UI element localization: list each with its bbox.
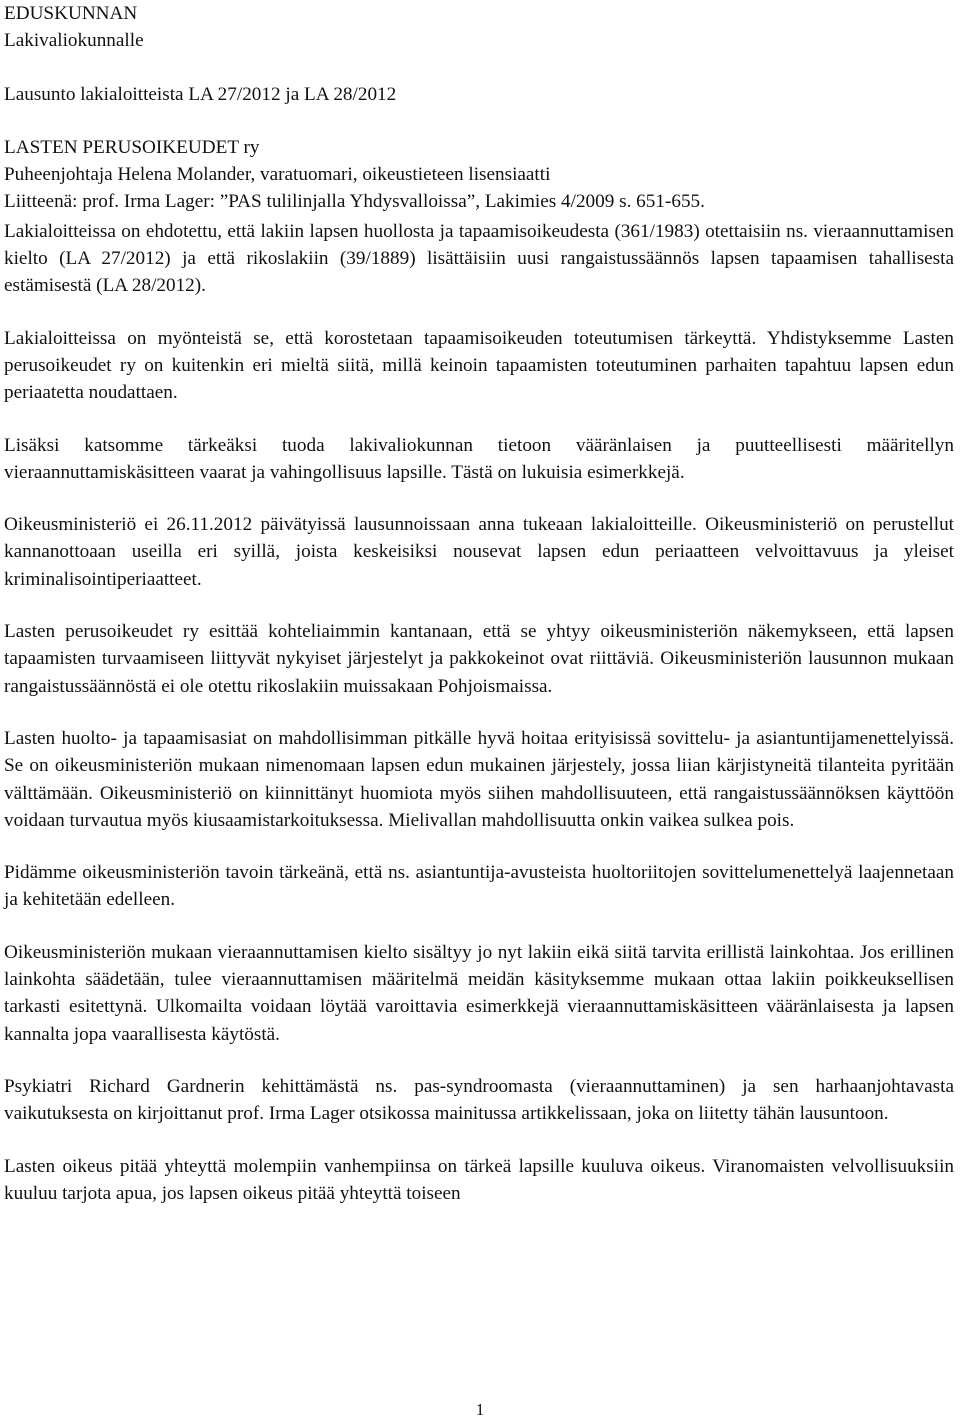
body-paragraph: Lasten huolto- ja tapaamisasiat on mahdollisimman pitkälle hyvä hoitaa erityisissä sovittelu- ja asiantuntijamenettelyissä. Se on oikeusministeriön mukaan nimenomaan lapsen edun mukainen järjestely, jossa liian kärjistyneitä tilanteita pyritään välttämään. Oikeusministeriö on kiinnittänyt huomiota myös siihen mahdollisuuteen, että rangaistussäännöksen käyttöön voidaan turvautua myös kiusaamistarkoituksessa. Mielivallan mahdollisuutta onkin vaikea sulkea pois. xyxy=(4,727,954,831)
page-number: 1 xyxy=(475,1400,485,1419)
spacer xyxy=(4,300,954,325)
sender-person: Puheenjohtaja Helena Molander, varatuomari, oikeustieteen lisensiaatti xyxy=(4,164,551,186)
spacer xyxy=(4,1048,954,1073)
spacer xyxy=(4,55,954,81)
body-paragraph: Oikeusministeriön mukaan vieraannuttamisen kielto sisältyy jo nyt lakiin eikä siitä tarvita erillistä lainkohtaa. Jos erillinen lainkohta säädetään, tulee vieraannuttamisen määritelmä meidän käsityksemme mukaan ottaa lakiin poikkeuksellisen tarkasti esitettynä. Ulkomailta voidaan löytää varoittavia esimerkkejä vieraannuttamiskäsitteen vääränlaisesta ja lapsen kannalta jopa vaarallisesta käytöstä. xyxy=(4,941,954,1045)
body-paragraph: Psykiatri Richard Gardnerin kehittämästä ns. pas-syndroomasta (vieraannuttaminen) ja sen harhaanjohtavasta vaikutuksesta on kirjoittanut prof. Irma Lager otsikossa mainitussa artikkelissaan, joka on liitetty tähän lausuntoon. xyxy=(4,1075,954,1125)
spacer xyxy=(4,700,954,725)
recipient-committee: Lakivaliokunnalle xyxy=(4,30,144,52)
body-paragraph: Pidämme oikeusministeriön tavoin tärkeänä, että ns. asiantuntija-avusteista huoltoriitojen sovittelumenettelyä laajennetaan ja kehitetään edelleen. xyxy=(4,862,954,911)
sender-block xyxy=(4,134,954,216)
body-paragraph: Lakialoitteissa on ehdotettu, että lakiin lapsen huollosta ja tapaamisoikeudesta (361/1983) otettaisiin ns. vieraannuttamisen kielto (LA 27/2012) ja että rikoslakiin (39/1889) lisättäisiin uusi rangaistussäännös lapsen tapaamisen tahallisesta estämisestä (LA 28/2012). xyxy=(4,220,954,297)
spacer xyxy=(4,108,954,134)
sender-org: LASTEN PERUSOIKEUDET ry xyxy=(4,136,260,158)
document-subject: Lausunto lakialoitteista LA 27/2012 ja LA 28/2012 xyxy=(4,83,397,105)
spacer xyxy=(4,1128,954,1153)
body-paragraph: Lisäksi katsomme tärkeäksi tuoda lakivaliokunnan tietoon vääränlaisen ja puutteellisesti määritellyn vieraannuttamiskäsitteen vaarat ja vahingollisuus lapsille. Tästä on lukuisia esimerkkejä. xyxy=(4,434,954,483)
spacer xyxy=(4,486,954,511)
spacer xyxy=(4,593,954,618)
body-paragraph: Lasten perusoikeudet ry esittää kohteliaimmin kantanaan, että se yhtyy oikeusministeriön näkemykseen, että lapsen tapaamisten turvaamiseen liittyvät nykyiset järjestelyt ja pakkokeinot ovat riittäviä. Oikeusministeriön lausunnon mukaan rangaistussäännöstä ei ole otettu rikoslakiin muissakaan Pohjoismaissa. xyxy=(4,621,954,697)
recipient-block xyxy=(4,0,954,55)
body-paragraph: Oikeusministeriö ei 26.11.2012 päivätyissä lausunnoissaan anna tukeaan lakialoitteille. Oikeusministeriö on perustellut kannanottoaan useilla eri syillä, joista keskeisiksi nousevat lapsen edun periaatteen velvoittavuus ja yleiset kriminalisointiperiaatteet. xyxy=(4,514,954,590)
recipient-org: EDUSKUNNAN xyxy=(4,3,138,24)
spacer xyxy=(4,914,954,939)
attachment-note: Liitteenä: prof. Irma Lager: ”PAS tulilinjalla Yhdysvalloissa”, Lakimies 4/2009 s. 651-655. xyxy=(4,191,705,213)
spacer xyxy=(4,407,954,432)
body-paragraph: Lasten oikeus pitää yhteyttä molempiin vanhempiinsa on tärkeä lapsille kuuluva oikeus. Viranomaisten velvollisuuksiin kuuluu tarjota apua, jos lapsen oikeus pitää yhteyttä toiseen xyxy=(4,1155,954,1204)
spacer xyxy=(4,834,954,859)
body-paragraph: Lakialoitteissa on myönteistä se, että korostetaan tapaamisoikeuden toteutumisen tärkeyttä. Yhdistyksemme Lasten perusoikeudet ry on kuitenkin eri mieltä siitä, millä keinoin tapaamisten toteutuminen parhaiten tapahtuu lapsen edun periaatetta noudattaen. xyxy=(4,327,954,404)
